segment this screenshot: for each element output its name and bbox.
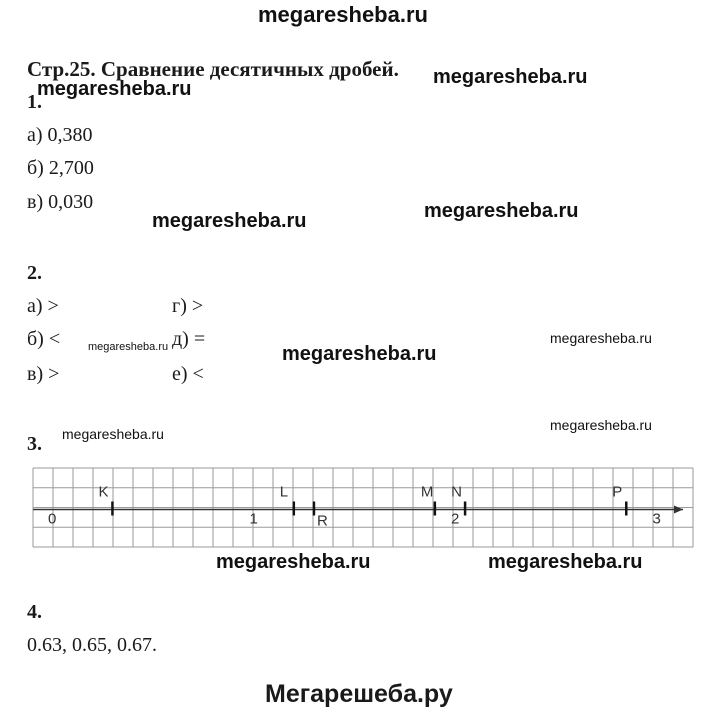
watermark-top: megaresheba.ru: [258, 2, 428, 27]
watermark: megaresheba.ru: [550, 417, 652, 433]
task-1-number: 1.: [27, 91, 42, 113]
axis-label: 1: [249, 510, 258, 528]
axis-label: 0: [48, 510, 57, 528]
watermark: megaresheba.ru: [216, 551, 371, 573]
task-4-number: 4.: [27, 601, 42, 623]
watermark: megaresheba.ru: [62, 426, 164, 442]
axis-arrow: [674, 506, 683, 514]
watermark: megaresheba.ru: [37, 78, 192, 100]
task-2-answer-g: г) >: [172, 295, 204, 317]
watermark: megaresheba.ru: [424, 200, 579, 222]
task-4-answer: 0.63, 0.65, 0.67.: [27, 634, 157, 656]
point-l-label: L: [279, 483, 289, 501]
task-1-answer-b: б) 2,700: [27, 157, 94, 179]
task-2-answer-b: б) <: [27, 328, 61, 350]
page-title: Стр.25. Сравнение десятичных дробей.: [27, 57, 399, 81]
task-3-number: 3.: [27, 433, 42, 455]
task-1-answer-a: а) 0,380: [27, 124, 93, 146]
axis-label: 3: [652, 510, 661, 528]
point-p-label: P: [612, 483, 623, 501]
watermark: megaresheba.ru: [282, 343, 437, 365]
task-2-answer-v: в) >: [27, 363, 60, 385]
footer-brand: Мегарешеба.ру: [265, 680, 453, 708]
task-2-number: 2.: [27, 262, 42, 284]
task-2-answer-e: е) <: [172, 363, 204, 385]
watermark: megaresheba.ru: [433, 66, 588, 88]
watermark: megaresheba.ru: [488, 551, 643, 573]
axis-label: 2: [451, 510, 460, 528]
point-r-label: R: [316, 512, 328, 530]
watermark: megaresheba.ru: [88, 341, 169, 353]
number-line-grid: [0, 455, 700, 565]
watermark: megaresheba.ru: [152, 210, 307, 232]
task-1-answer-v: в) 0,030: [27, 191, 94, 213]
watermark: megaresheba.ru: [550, 330, 652, 346]
task-2-answer-d: д) =: [172, 328, 206, 350]
point-n-label: N: [451, 483, 462, 501]
point-k-label: K: [98, 483, 109, 501]
point-m-label: M: [420, 483, 434, 501]
task-2-answer-a: а) >: [27, 295, 59, 317]
